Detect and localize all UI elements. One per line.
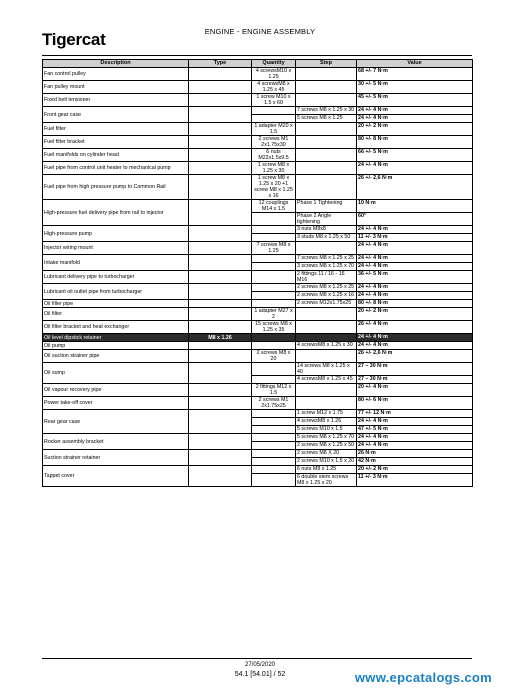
cell-value: 24 +/- 4 N·m (357, 434, 473, 442)
cell-description: Oil filler pipe (43, 300, 189, 308)
table-row (43, 81, 473, 94)
table-row (43, 94, 473, 107)
footer-divider (42, 658, 472, 659)
cell-description: Fuel pipe from high pressure pump to Common Rail (43, 175, 189, 200)
cell-quantity (252, 442, 296, 450)
cell-description: Oil pump (43, 342, 189, 350)
cell-quantity: 6 nuts M22x1.5x9.5 (252, 149, 296, 162)
cell-value: 24 +/- 4 N·m (357, 115, 473, 123)
table-row (43, 175, 473, 200)
cell-type (189, 410, 252, 434)
table-row (43, 123, 473, 136)
cell-value: 24 +/- 4 N·m (357, 263, 473, 271)
table-row (43, 200, 473, 213)
table-row (43, 321, 473, 334)
cell-description: Fuel manifolds on cylinder head (43, 149, 189, 162)
column-header-description: Description (43, 60, 189, 68)
cell-value: 11 +/- 3 N·m (357, 474, 473, 487)
cell-quantity (252, 292, 296, 300)
cell-value: 10 N·m (357, 200, 473, 213)
cell-description: Tappet cover (43, 466, 189, 487)
cell-step: 5 screws M8 x 1.25 (296, 115, 357, 123)
cell-step (296, 175, 357, 200)
cell-description: Oil level dipstick retainer (43, 334, 189, 342)
cell-quantity (252, 263, 296, 271)
cell-quantity: 15 screws M8 x 1.25 x 35 (252, 321, 296, 334)
cell-value: 24 +/- 4 N·m (357, 342, 473, 350)
cell-quantity: 1 adapter M20 x 1.5 (252, 123, 296, 136)
cell-value: 42 N·m (357, 458, 473, 466)
cell-step (296, 149, 357, 162)
cell-step: 7 screws M8 x 1.25 x 30 (296, 107, 357, 115)
cell-step: 2 screws M8 x 1.25 x 16 (296, 292, 357, 300)
cell-value: 26 +/- 2,6 N·m (357, 175, 473, 200)
cell-quantity (252, 363, 296, 376)
cell-quantity (252, 466, 296, 474)
cell-step (296, 136, 357, 149)
cell-value: 77 +/- 12 N·m (357, 410, 473, 418)
table-row (43, 308, 473, 321)
column-header-type: Type (189, 60, 252, 68)
cell-step (296, 350, 357, 363)
cell-quantity (252, 410, 296, 418)
cell-description: Fuel filter (43, 123, 189, 136)
cell-step: 6 nuts M8 x 1.25 (296, 466, 357, 474)
cell-step (296, 308, 357, 321)
cell-value: 27 – 30 N·m (357, 376, 473, 384)
cell-quantity (252, 255, 296, 263)
table-row (43, 466, 473, 474)
cell-step: 3 screws M8 x 1.25 x 70 (296, 263, 357, 271)
table-body (43, 68, 473, 487)
cell-type (189, 107, 252, 123)
cell-description: Rocker assembly bracket (43, 434, 189, 450)
cell-type (189, 397, 252, 410)
cell-step: 3 studs M8 x 1.25 x 50 (296, 234, 357, 242)
cell-quantity: 7 screws M8 x 1.25 (252, 242, 296, 255)
cell-quantity (252, 234, 296, 242)
cell-quantity (252, 458, 296, 466)
cell-type (189, 149, 252, 162)
table-row (43, 242, 473, 255)
cell-step: Phase 1 Tightening (296, 200, 357, 213)
cell-quantity (252, 342, 296, 350)
cell-quantity: 1 screw M8 x 1.25 x 30 (252, 162, 296, 175)
cell-quantity: 1 adapter M27 x 2 (252, 308, 296, 321)
cell-type (189, 175, 252, 200)
cell-value: 24 +/- 4 N·m (357, 442, 473, 450)
cell-step (296, 397, 357, 410)
cell-value: 11 +/- 3 N·m (357, 234, 473, 242)
brand-logo: Tigercat (42, 30, 106, 49)
cell-type (189, 81, 252, 94)
cell-value: 47 +/- 5 N·m (357, 426, 473, 434)
cell-type (189, 450, 252, 466)
cell-step: 4 screwsM8 x 1.25 x 30 (296, 342, 357, 350)
cell-value: 66 +/- 5 N·m (357, 149, 473, 162)
cell-type (189, 466, 252, 487)
table-row (43, 136, 473, 149)
cell-quantity: 2 screws M1 2x1.75x30 (252, 136, 296, 149)
cell-step: 2 screws M8 x 1.25 x 25 (296, 284, 357, 292)
table-row (43, 434, 473, 442)
cell-type (189, 162, 252, 175)
cell-description: Oil suction strainer pipe (43, 350, 189, 363)
cell-value: 24 +/- 4 N·m (357, 418, 473, 426)
table-row (43, 271, 473, 284)
cell-description: Lubricant oil outlet pipe from turbocharger (43, 284, 189, 300)
cell-value: 20 +/- 2 N·m (357, 123, 473, 136)
cell-step (296, 334, 357, 342)
table-row (43, 342, 473, 350)
header-divider (42, 55, 472, 56)
cell-description: Oil filter (43, 308, 189, 321)
cell-description: Oil sump (43, 363, 189, 384)
cell-quantity (252, 426, 296, 434)
cell-step: 2 screws M12x1.75x25 (296, 300, 357, 308)
table-row (43, 397, 473, 410)
cell-value: 26 +/- 2,6 N·m (357, 350, 473, 363)
cell-quantity: 1 screw M10 x 1.5 x 60 (252, 94, 296, 107)
table-row (43, 410, 473, 418)
cell-type (189, 384, 252, 397)
cell-quantity: 2 screws M8 x 20 (252, 350, 296, 363)
cell-type (189, 94, 252, 107)
cell-quantity (252, 271, 296, 284)
cell-value: 30 +/- 5 N·m (357, 81, 473, 94)
cell-step: 4 screwsM8 x 1.26 (296, 418, 357, 426)
cell-quantity (252, 376, 296, 384)
cell-description: High-pressure fuel delivery pipe from rail to injector (43, 200, 189, 226)
cell-value: 20 +/- 2 N·m (357, 308, 473, 321)
cell-value: 80 +/- 8 N·m (357, 300, 473, 308)
cell-quantity (252, 300, 296, 308)
cell-description: Oil filter bracket and heat exchanger (43, 321, 189, 334)
cell-quantity: 4 screwsM8 x 1.25 x 45 (252, 81, 296, 94)
cell-description: Suction strainer retainer (43, 450, 189, 466)
cell-type (189, 200, 252, 226)
column-header-value: Value (357, 60, 473, 68)
cell-step: 5 screws M8 x 1.25 x 70 (296, 434, 357, 442)
cell-step (296, 94, 357, 107)
cell-value: 45 +/- 5 N·m (357, 94, 473, 107)
cell-type (189, 300, 252, 308)
cell-value: 24 +/- 4 N·m (357, 162, 473, 175)
cell-step: 5 screws M10 x 1.5 (296, 426, 357, 434)
table-row (43, 363, 473, 376)
cell-value: 24 +/- 4 N·m (357, 242, 473, 255)
table-row (43, 162, 473, 175)
table-row (43, 107, 473, 115)
cell-type (189, 271, 252, 284)
cell-type (189, 434, 252, 450)
cell-value: 36 +/- 5 N·m (357, 271, 473, 284)
column-header-quantity: Quantity (252, 60, 296, 68)
table-row (43, 350, 473, 363)
cell-type: M8 x 1.26 (189, 334, 252, 342)
cell-quantity (252, 226, 296, 234)
cell-value: 20 +/- 4 N·m (357, 384, 473, 397)
cell-quantity (252, 450, 296, 458)
cell-quantity: 4 screwsM10 x 1.25 (252, 68, 296, 81)
cell-step (296, 81, 357, 94)
cell-step: 2 screws M8 X 20 (296, 450, 357, 458)
table-row (43, 226, 473, 234)
cell-description: Intake manifold (43, 255, 189, 271)
cell-value: 20 +/- 2 N·m (357, 466, 473, 474)
cell-value: 80 +/- 6 N·m (357, 397, 473, 410)
cell-value: 27 – 30 N·m (357, 363, 473, 376)
watermark-text: www.epcatalogs.com (354, 670, 492, 685)
cell-quantity (252, 115, 296, 123)
cell-quantity: 1 screw M8 x 1.25 x 20 +1 screw M8 x 1.25 x 16 (252, 175, 296, 200)
cell-step: Phase 2 Angle tightening (296, 213, 357, 226)
cell-description: Fuel filter bracket (43, 136, 189, 149)
cell-type (189, 123, 252, 136)
cell-value: 80 +/- 8 N·m (357, 136, 473, 149)
cell-step: 1 screw M12 x 1.75 (296, 410, 357, 418)
cell-type (189, 308, 252, 321)
torque-spec-table (42, 59, 473, 487)
cell-type (189, 255, 252, 271)
cell-step (296, 242, 357, 255)
cell-value: 24 +/- 4 N·m (357, 292, 473, 300)
cell-step: 3 nuts M8x8 (296, 226, 357, 234)
cell-step (296, 321, 357, 334)
cell-quantity (252, 213, 296, 226)
cell-step: 2 screws M10 x 1.5 x 20 (296, 458, 357, 466)
cell-step (296, 123, 357, 136)
cell-type (189, 68, 252, 81)
footer-date: 27/05/2020 (244, 662, 276, 668)
cell-description: Power take-off cover (43, 397, 189, 410)
table-header-row (43, 60, 473, 68)
cell-type (189, 342, 252, 350)
cell-quantity: 12 couplings M14 x 1.5 (252, 200, 296, 213)
table-row (43, 149, 473, 162)
table-row (43, 334, 473, 342)
cell-step (296, 384, 357, 397)
cell-description: High-pressure pump (43, 226, 189, 242)
cell-value: 24 +/- 4 N·m (357, 226, 473, 234)
cell-quantity: 2 fittings M12 x 1.5 (252, 384, 296, 397)
cell-quantity (252, 434, 296, 442)
column-header-step: Step (296, 60, 357, 68)
cell-step: 2 fittings 11 / 16 - 16 M16 (296, 271, 357, 284)
cell-step (296, 162, 357, 175)
cell-value: 26 N·m (357, 450, 473, 458)
table-row (43, 450, 473, 458)
cell-type (189, 363, 252, 384)
cell-value: 68 +/- 7 N·m (357, 68, 473, 81)
cell-value: 24 +/- 4 N·m (357, 334, 473, 342)
cell-quantity (252, 107, 296, 115)
cell-step: 14 screws M8 x 1.25 x 40 (296, 363, 357, 376)
cell-step: 6 double stem screws M8 x 1.25 x 20 (296, 474, 357, 487)
cell-description: Rear gear case (43, 410, 189, 434)
table-row (43, 68, 473, 81)
cell-description: Injector wiring mount (43, 242, 189, 255)
cell-step (296, 68, 357, 81)
cell-quantity (252, 474, 296, 487)
cell-step: 7 screws M8 x 1.25 x 25 (296, 255, 357, 263)
footer-page-number: 54.1 [54.01] / 52 (234, 671, 286, 678)
cell-description: Lubricant delivery pipe to turbocharger (43, 271, 189, 284)
cell-step: 4 screwsM8 x 1.25 x 45 (296, 376, 357, 384)
cell-value: 26 +/- 4 N·m (357, 321, 473, 334)
cell-type (189, 350, 252, 363)
cell-quantity (252, 284, 296, 292)
cell-quantity (252, 334, 296, 342)
cell-value: 60° (357, 213, 473, 226)
cell-value: 24 +/- 4 N·m (357, 255, 473, 263)
table-row (43, 300, 473, 308)
cell-value: 24 +/- 4 N·m (357, 107, 473, 115)
cell-type (189, 321, 252, 334)
cell-value: 24 +/- 4 N·m (357, 284, 473, 292)
cell-description: Fan pulley mount (43, 81, 189, 94)
cell-description: Fixed belt tensioner (43, 94, 189, 107)
table-row (43, 384, 473, 397)
cell-description: Fan control pulley (43, 68, 189, 81)
cell-type (189, 226, 252, 242)
cell-type (189, 284, 252, 300)
cell-quantity (252, 418, 296, 426)
cell-description: Fuel pipe from control unit heater to mechanical pump (43, 162, 189, 175)
cell-quantity: 2 screws M1 2x1.75x25 (252, 397, 296, 410)
page-title: ENGINE - ENGINE ASSEMBLY (204, 27, 316, 36)
cell-step: 2 screws M8 x 1.25 x 50 (296, 442, 357, 450)
cell-description: Oil vapour recovery pipe (43, 384, 189, 397)
cell-type (189, 136, 252, 149)
cell-description: Front gear case (43, 107, 189, 123)
cell-type (189, 242, 252, 255)
table-row (43, 284, 473, 292)
table-row (43, 255, 473, 263)
